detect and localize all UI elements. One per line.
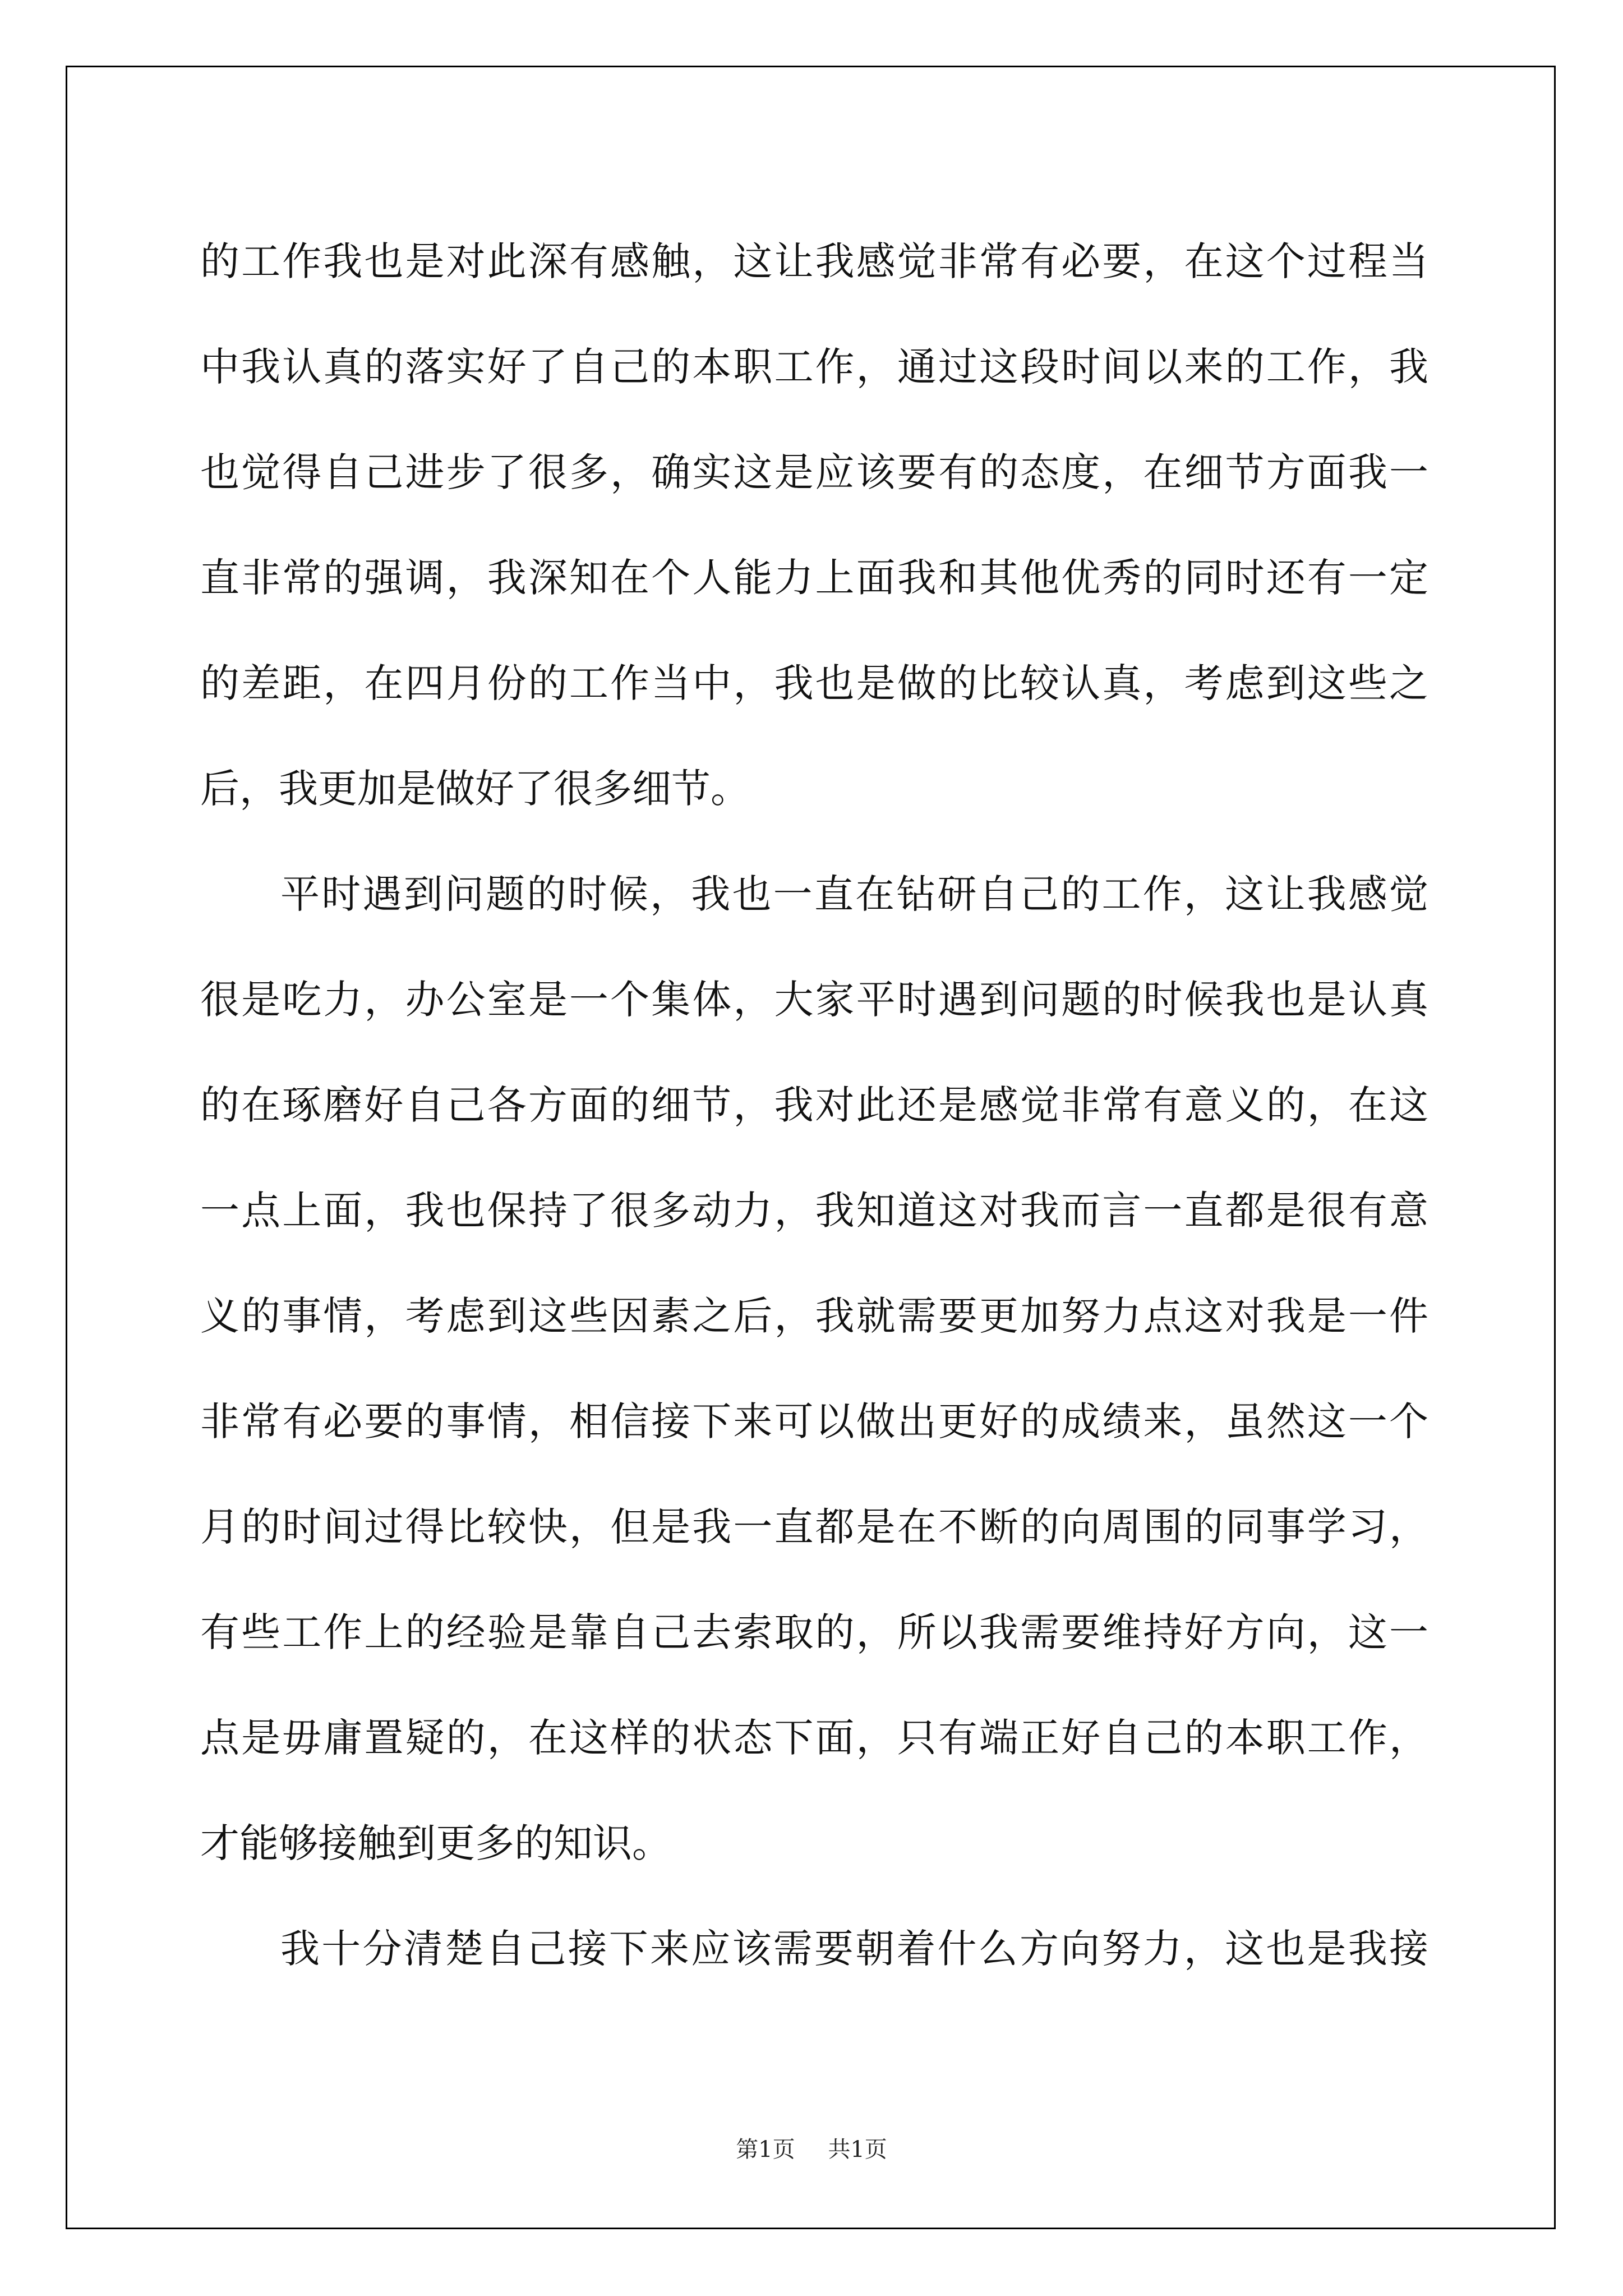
page-total: 共1页 — [828, 2137, 887, 2162]
text-line: 后，我更加是做好了很多细节。 — [200, 766, 750, 812]
paragraph — [200, 841, 1428, 1896]
text-line: 有些工作上的经验是靠自己去索取的，所以我需要维持好方向，这一 — [200, 1609, 1428, 1655]
page-footer — [0, 2132, 1623, 2164]
text-line: 直非常的强调，我深知在个人能力上面我和其他优秀的同时还有一定 — [200, 555, 1428, 601]
text-line: 义的事情，考虑到这些因素之后，我就需要更加努力点这对我是一件 — [200, 1293, 1428, 1339]
text-line: 我十分清楚自己接下来应该需要朝着什么方向努力，这也是我接 — [280, 1926, 1428, 1972]
text-line: 也觉得自己进步了很多，确实这是应该要有的态度，在细节方面我一 — [200, 449, 1428, 495]
text-line: 的工作我也是对此深有感触，这让我感觉非常有必要，在这个过程当 — [200, 238, 1428, 284]
paragraph — [200, 1896, 1428, 2001]
text-line: 一点上面，我也保持了很多动力，我知道这对我而言一直都是很有意 — [200, 1188, 1428, 1234]
text-line: 月的时间过得比较快，但是我一直都是在不断的向周围的同事学习， — [200, 1504, 1428, 1550]
text-line: 的在琢磨好自己各方面的细节，我对此还是感觉非常有意义的，在这 — [200, 1082, 1428, 1128]
paragraph — [200, 209, 1428, 841]
page-number: 第1页 — [736, 2137, 795, 2162]
document-body — [200, 209, 1428, 2001]
text-line: 点是毋庸置疑的，在这样的状态下面，只有端正好自己的本职工作， — [200, 1715, 1428, 1761]
text-line: 平时遇到问题的时候，我也一直在钻研自己的工作，这让我感觉 — [280, 871, 1428, 917]
text-line: 的差距，在四月份的工作当中，我也是做的比较认真，考虑到这些之 — [200, 660, 1428, 706]
text-line: 非常有必要的事情，相信接下来可以做出更好的成绩来，虽然这一个 — [200, 1398, 1428, 1444]
text-line: 中我认真的落实好了自己的本职工作，通过这段时间以来的工作，我 — [200, 344, 1428, 390]
text-line: 才能够接触到更多的知识。 — [200, 1820, 671, 1866]
text-line: 很是吃力，办公室是一个集体，大家平时遇到问题的时候我也是认真 — [200, 977, 1428, 1023]
